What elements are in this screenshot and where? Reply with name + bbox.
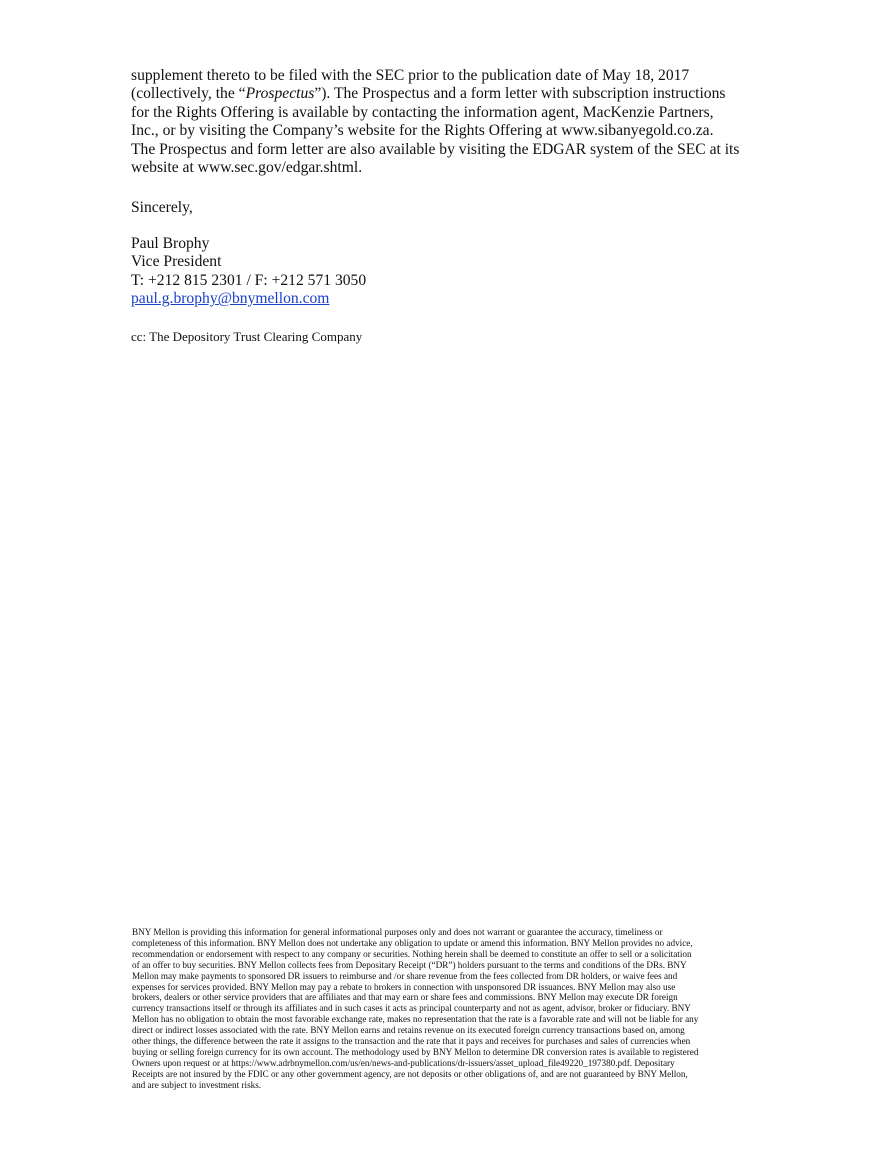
disclaimer-line: Mellon has no obligation to obtain the most favorable exchange rate, makes no representation that the rate is a favorable rate and will not be liable for any: [132, 1014, 699, 1025]
disclaimer-line: currency transactions itself or through its affiliates and in such cases it acts as principal counterparty and not as agent, advisor, broker or fiduciary. BNY: [132, 1003, 691, 1014]
disclaimer-line: recommendation or endorsement with respect to any company or securities. Nothing herein shall be deemed to constitute an offer to sell or a solicitation: [132, 948, 692, 959]
body-line: supplement thereto to be filed with the SEC prior to the publication date of May 18, 2017: [131, 67, 690, 84]
disclaimer-line: Receipts are not insured by the FDIC or any other government agency, are not deposits or other obligations of, and are not guaranteed by BNY Mellon,: [132, 1068, 688, 1079]
signer-phone: T: +212 815 2301 / F: +212 571 3050: [131, 271, 367, 289]
disclaimer-line: brokers, dealers or other service providers that are affiliates and that may earn or share fees and commissions. BNY Mellon may execute DR foreign: [132, 992, 678, 1003]
disclaimer-line: and are subject to investment risks.: [132, 1079, 262, 1090]
disclaimer-line: direct or indirect losses associated with the rate. BNY Mellon earns and retains revenue on its executed foreign currency transactions based on, among: [132, 1025, 685, 1036]
body-line: The Prospectus and form letter are also available by visiting the EDGAR system of the SEC at its: [131, 140, 740, 158]
signer-name: Paul Brophy: [131, 235, 210, 252]
closing: Sincerely,: [131, 199, 193, 216]
prospectus-term: Prospectus: [245, 85, 315, 103]
disclaimer-line: expenses for services provided. BNY Mellon may pay a rebate to brokers in connection with unsponsored DR issuances. BNY Mellon may also use: [132, 981, 676, 992]
body-text: (collectively, the “: [131, 85, 246, 103]
signer-title: Vice President: [131, 253, 222, 271]
disclaimer-line: BNY Mellon is providing this information for general informational purposes only and does not warrant or guarantee the accuracy, timeliness or: [132, 927, 663, 937]
body-line: for the Rights Offering is available by contacting the information agent, MacKenzie Partners,: [131, 103, 714, 121]
disclaimer-line: Owners upon request or at https://www.adrbnymellon.com/us/en/news-and-publications/dr-issuers/asset_upload_file49220_197380.pdf. Depositary: [132, 1057, 675, 1068]
body-text: ”). The Prospectus and a form letter with subscription instructions: [314, 85, 726, 103]
disclaimer-line: buying or selling foreign currency for its own account. The methodology used by BNY Mellon to determine DR conversion rates is available to registered: [132, 1046, 699, 1057]
disclaimer-line: Mellon may make payments to sponsored DR issuers to reimburse and /or share revenue from the fees collected from DR holders, or waive fees and: [132, 970, 678, 981]
body-line: website at www.sec.gov/edgar.shtml.: [131, 159, 363, 177]
disclaimer: [132, 927, 698, 1091]
signature-block: [131, 235, 366, 309]
disclaimer-line: of an offer to buy securities. BNY Mellon collects fees from Depositary Receipt (“DR”) holders pursuant to the terms and conditions of the DRs. BNY: [132, 959, 687, 970]
body-line: [131, 85, 739, 103]
disclaimer-line: other things, the difference between the rate it assigns to the transaction and the rate that it pays and receives for purchases and sales of currencies when: [132, 1036, 691, 1047]
body-line: Inc., or by visiting the Company’s website for the Rights Offering at www.sibanyegold.co.za.: [131, 122, 714, 140]
cc-line: cc: The Depository Trust Clearing Company: [131, 329, 363, 344]
signer-email-link[interactable]: paul.g.brophy@bnymellon.com: [131, 290, 330, 308]
disclaimer-line: completeness of this information. BNY Mellon does not undertake any obligation to update or amend this information. BNY Mellon provides no advice,: [132, 937, 693, 948]
letter-body: [131, 67, 739, 177]
